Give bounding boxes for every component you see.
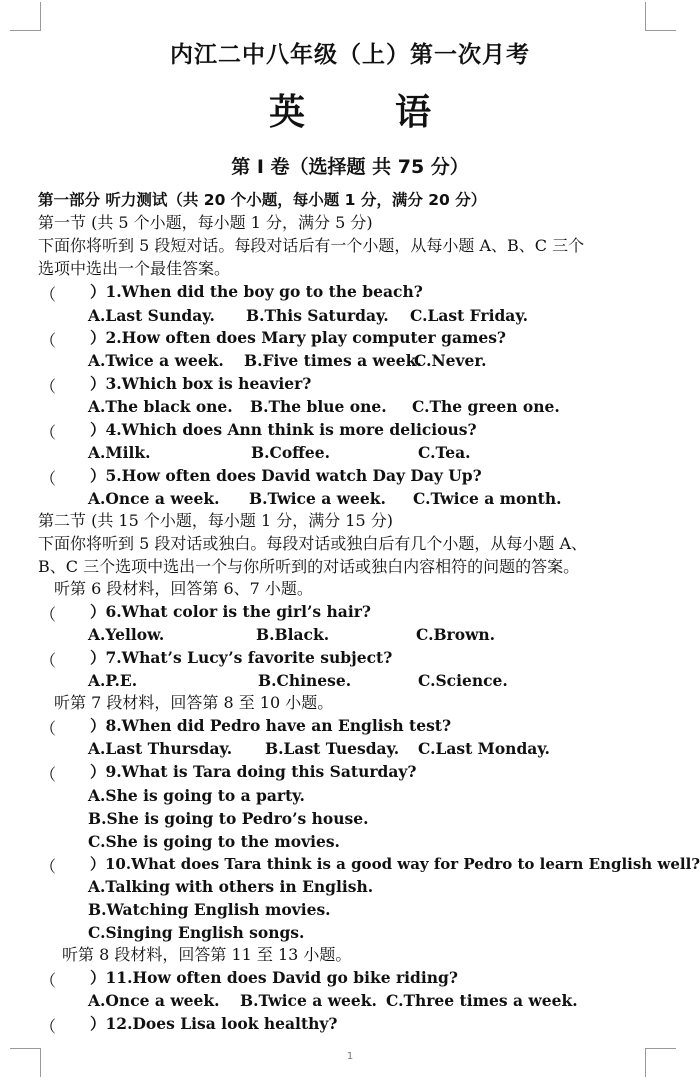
question-6-option-a: A.Yellow.	[88, 625, 165, 644]
part1-title: 第一部分 听力测试（共 20 个小题，每小题 1 分，满分 20 分）	[38, 191, 487, 209]
question-12-stem: ）12.Does Lisa look healthy?	[90, 1014, 338, 1033]
question-6-stem: ）6.What color is the girl’s hair?	[90, 602, 371, 621]
answer-paren: （	[40, 605, 57, 624]
exam-title: 内江二中八年级（上）第一次月考	[170, 42, 530, 68]
question-2-option-b: B.Five times a week.	[244, 351, 422, 370]
volume-title: 第 I 卷（选择题 共 75 分）	[231, 156, 469, 178]
question-4-option-b: B.Coffee.	[251, 443, 331, 462]
question-10-option-a: A.Talking with others in English.	[88, 877, 374, 896]
question-3-stem: ）3.Which box is heavier?	[90, 374, 312, 393]
question-2-stem: ）2.How often does Mary play computer games?	[90, 328, 507, 347]
question-10-option-c: C.Singing English songs.	[88, 923, 305, 942]
answer-paren: （	[40, 423, 57, 442]
question-9-option-a: A.She is going to a party.	[88, 786, 305, 805]
question-6-option-b: B.Black.	[256, 625, 330, 644]
answer-paren: （	[40, 285, 57, 304]
subject-char-1: 英	[268, 92, 305, 133]
question-7-option-b: B.Chinese.	[258, 671, 352, 690]
section1-instruction-line1: 下面你将听到 5 段短对话。每段对话后有一个小题，从每小题 A、B、C 三个	[38, 236, 585, 255]
question-1-option-c: C.Last Friday.	[410, 306, 528, 325]
question-9-option-c: C.She is going to the movies.	[88, 832, 340, 851]
question-10-stem: ）10.What does Tara think is a good way for Pedro to learn English well?	[90, 855, 700, 873]
section1-title: 第一节 (共 5 个小题，每小题 1 分，满分 5 分)	[38, 213, 373, 232]
question-1-option-a: A.Last Sunday.	[88, 306, 215, 325]
answer-paren: （	[40, 1017, 57, 1036]
question-11-option-b: B.Twice a week.	[240, 991, 377, 1010]
section2-instruction-line1: 下面你将听到 5 段对话或独白。每段对话或独白后有几个小题，从每小题 A、	[38, 534, 587, 553]
answer-paren: （	[40, 469, 57, 488]
question-8-option-c: C.Last Monday.	[418, 739, 550, 758]
question-3-option-c: C.The green one.	[412, 397, 560, 416]
crop-mark-top-left	[10, 2, 41, 31]
page-number: 1	[346, 1051, 354, 1062]
question-5-option-a: A.Once a week.	[88, 489, 220, 508]
answer-paren: （	[40, 857, 57, 876]
question-4-option-c: C.Tea.	[418, 443, 471, 462]
section1-instruction-line2: 选项中选出一个最佳答案。	[38, 259, 231, 278]
question-7-stem: ）7.What’s Lucy’s favorite subject?	[90, 648, 393, 667]
answer-paren: （	[40, 377, 57, 396]
question-10-option-b: B.Watching English movies.	[88, 900, 331, 919]
subject-char-2: 语	[395, 92, 432, 133]
crop-mark-top-right	[645, 2, 676, 31]
question-7-option-c: C.Science.	[418, 671, 508, 690]
question-2-option-c: C.Never.	[414, 351, 487, 370]
question-8-option-a: A.Last Thursday.	[88, 739, 233, 758]
question-11-option-a: A.Once a week.	[88, 991, 220, 1010]
material-8-note: 听第 8 段材料，回答第 11 至 13 小题。	[62, 945, 352, 964]
answer-paren: （	[40, 651, 57, 670]
answer-paren: （	[40, 719, 57, 738]
question-1-stem: ）1.When did the boy go to the beach?	[90, 282, 423, 301]
question-8-stem: ）8.When did Pedro have an English test?	[90, 716, 452, 735]
answer-paren: （	[40, 971, 57, 990]
answer-paren: （	[40, 765, 57, 784]
question-5-option-c: C.Twice a month.	[413, 489, 562, 508]
question-3-option-a: A.The black one.	[88, 397, 233, 416]
material-6-note: 听第 6 段材料，回答第 6、7 小题。	[54, 579, 313, 598]
question-5-stem: ）5.How often does David watch Day Day Up?	[90, 466, 482, 485]
question-4-stem: ）4.Which does Ann think is more delicious?	[90, 420, 477, 439]
section2-instruction-line2: B、C 三个选项中选出一个与你所听到的对话或独白内容相符的问题的答案。	[38, 557, 580, 576]
question-6-option-c: C.Brown.	[416, 625, 496, 644]
question-1-option-b: B.This Saturday.	[246, 306, 389, 325]
answer-paren: （	[40, 331, 57, 350]
section2-title: 第二节 (共 15 个小题，每小题 1 分，满分 15 分)	[38, 511, 393, 530]
question-2-option-a: A.Twice a week.	[88, 351, 224, 370]
question-3-option-b: B.The blue one.	[250, 397, 387, 416]
question-9-option-b: B.She is going to Pedro’s house.	[88, 809, 369, 828]
question-11-stem: ）11.How often does David go bike riding?	[90, 968, 458, 987]
question-5-option-b: B.Twice a week.	[249, 489, 386, 508]
question-11-option-c: C.Three times a week.	[386, 991, 578, 1010]
question-9-stem: ）9.What is Tara doing this Saturday?	[90, 762, 417, 781]
question-8-option-b: B.Last Tuesday.	[265, 739, 400, 758]
question-7-option-a: A.P.E.	[88, 671, 138, 690]
material-7-note: 听第 7 段材料，回答第 8 至 10 小题。	[54, 693, 334, 712]
subject-title	[0, 84, 700, 135]
question-4-option-a: A.Milk.	[88, 443, 151, 462]
